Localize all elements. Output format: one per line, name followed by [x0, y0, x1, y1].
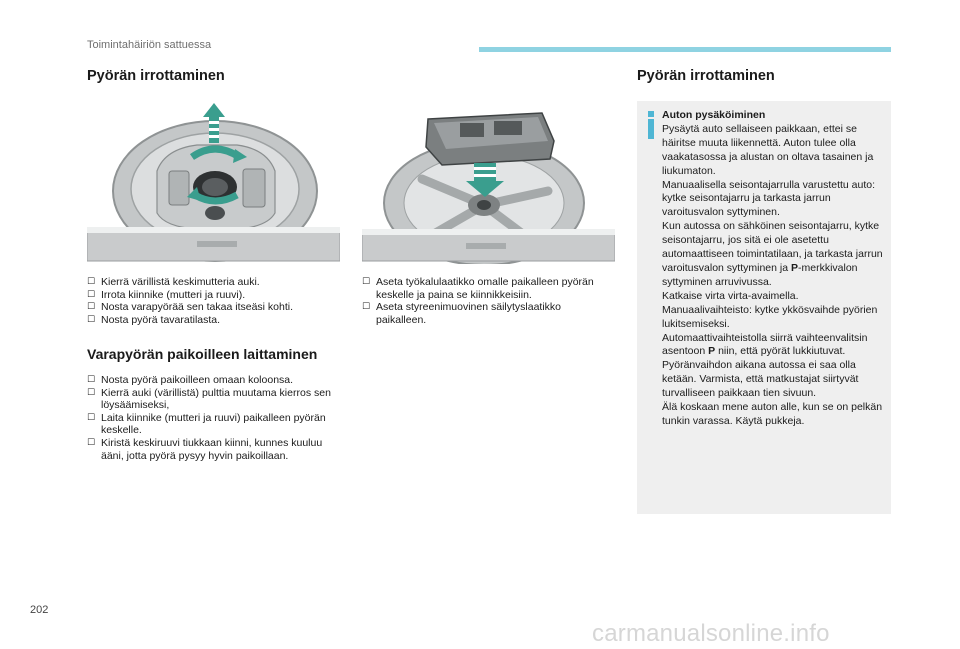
checkbox-icon: ☐: [87, 387, 96, 398]
checkbox-icon: ☐: [87, 289, 96, 300]
info-paragraph: Manuaalisella seisontajarrulla varustettu auto: kytke seisontajarru ja tarkasta jarrun varoitusvalon syttyminen.: [662, 178, 876, 219]
checkbox-icon: ☐: [87, 277, 96, 287]
section-accent-bar: [479, 47, 891, 52]
toolbox-placement-illustration: [362, 101, 615, 264]
refit-heading: Varapyörän paikoilleen laittaminen: [87, 346, 318, 362]
info-paragraph: Älä koskaan mene auton alle, kun se on pelkän tunkin varassa. Käytä pukkeja.: [662, 401, 883, 427]
list-item: ☐ Aseta styreenimuovinen säilytyslaatikko paikalleen.: [362, 301, 562, 326]
list-item: ☐ Kiristä keskiruuvi tiukkaan kiinni, kunnes kuuluu ääni, jotta pyörä pysyy hyvin paikoillaan.: [87, 436, 323, 462]
checkbox-icon: ☐: [87, 437, 96, 448]
info-title: Auton pysäköiminen: [662, 109, 766, 121]
list-item: ☐ Nosta varapyörää sen takaa itseäsi kohti.: [87, 301, 294, 314]
removal-steps-list: [87, 276, 340, 326]
info-paragraph: Automaattivaihteistolla siirrä vaihteenvalitsin asentoon P niin, että pyörät lukkiutuvat.: [662, 331, 868, 358]
checkbox-icon: ☐: [87, 302, 96, 313]
list-item: ☐ Nosta pyörä paikoilleen omaan koloonsa.: [87, 374, 294, 386]
page-number: 202: [30, 604, 49, 616]
toolbox-steps-list: [362, 276, 607, 326]
left-heading: Pyörän irrottaminen: [87, 68, 225, 84]
list-item: ☐ Laita kiinnike (mutteri ja ruuvi) paikalleen pyörän keskelle.: [87, 411, 326, 437]
info-paragraph: Pysäytä auto sellaiseen paikkaan, ettei se häiritse muuta liikennettä. Auton tulee olla vaakatasossa ja alustan on oltava tasainen ja liukumaton.: [662, 122, 874, 177]
right-heading: Pyörän irrottaminen: [637, 68, 775, 84]
info-text: [662, 109, 890, 429]
info-icon: [647, 111, 655, 139]
info-paragraph: Manuaalivaihteisto: kytke ykkösvaihde pyörien lukitsemiseksi.: [662, 303, 878, 330]
section-title: Toimintahäiriön sattuessa: [87, 39, 212, 51]
list-item: ☐ Kierrä auki (värillistä) pulttia muutama kierros sen löysäämiseksi,: [87, 386, 331, 412]
info-paragraph: Pyöränvaihdon aikana autossa ei saa olla ketään. Varmista, että matkustajat siirtyvät turvalliseen paikkaan tien sivuun.: [662, 359, 859, 400]
checkbox-icon: ☐: [87, 314, 96, 325]
list-item: ☐ Nosta pyörä tavaratilasta.: [87, 313, 221, 326]
info-paragraph: Katkaise virta virta-avaimella.: [662, 289, 799, 302]
list-item: ☐ Kierrä värillistä keskimutteria auki.: [87, 276, 260, 288]
list-item: ☐ Aseta työkalulaatikko omalle paikalleen pyörän keskelle ja paina se kiinnikkeisiin.: [362, 276, 594, 301]
watermark: carmanualsonline.info: [592, 620, 830, 647]
checkbox-icon: ☐: [87, 375, 96, 385]
info-paragraph: Kun autossa on sähköinen seisontajarru, kytke seisontajarru, jos sitä ei ole asetettu automaattiseen toimintatilaan, ja tarkasta jarrun varoitusvalon syttyminen ja P-merkkivalon syttyminen arruvivussa.: [662, 220, 883, 288]
spare-wheel-removal-illustration: [87, 101, 340, 264]
checkbox-icon: ☐: [362, 302, 371, 313]
parking-info-box: [637, 101, 891, 514]
checkbox-icon: ☐: [87, 412, 96, 423]
refit-steps-list: [87, 374, 340, 462]
checkbox-icon: ☐: [362, 277, 371, 287]
list-item: ☐ Irrota kiinnike (mutteri ja ruuvi).: [87, 288, 246, 301]
